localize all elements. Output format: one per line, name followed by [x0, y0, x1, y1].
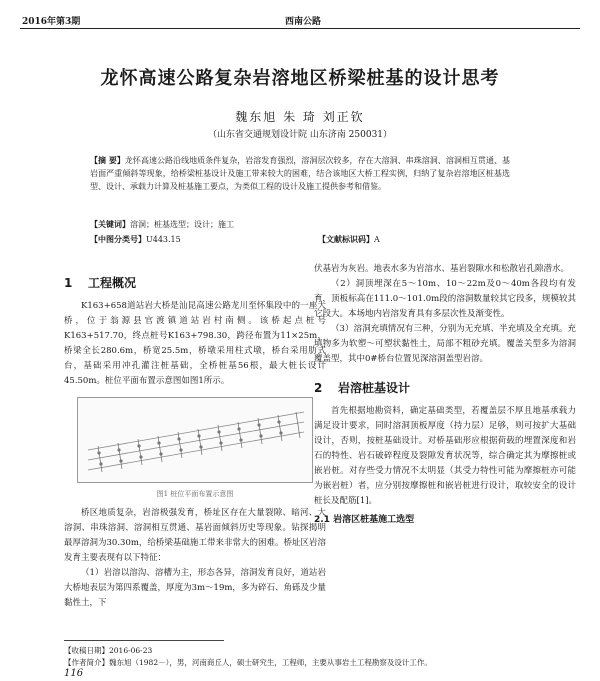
section-1-title: 工程概况 — [88, 276, 137, 290]
received-date: 【收稿日期】2016-06-23 — [64, 646, 153, 655]
left-column — [64, 262, 326, 611]
section-1-paragraph-3: （1）岩溶以溶沟、溶槽为主，形态各异，溶洞发育良好，道站岩大桥地表层为第四系覆盖，厚度为3m～19m，多为碎石、角砾及少量黏性土，下 — [64, 568, 326, 608]
section-1-heading — [64, 276, 326, 291]
section-2-paragraph-1: 首先根据地勘资料，确定基础类型，若覆盖层不厚且地基承载力满足设计要求，同时溶洞顶板厚度（持力层）足够，则可按扩大基础设计，否则，按桩基础设计。对桥基础形应根据荷载的埋置深度和岩石的特性、岩石破碎程度及裂隙发育状况等，综合确定其为摩擦桩或嵌岩桩。对存些受力情况不太明显（其受力特性可能为摩擦桩亦可能为嵌岩桩）者，应分别按摩擦桩和嵌岩桩进行设计，取较安全的设计桩长及配筋[1]。 — [314, 406, 576, 506]
right-paragraph-2: （2）洞顶埋深在5～10m、10～22m及0～40m各段均有发育，顶板标高在111.0～101.0m段的溶洞数量较其它段多，规模较其它段大。本场地内岩溶发育具有多层次性及渐变性。 — [314, 279, 576, 319]
subsection-2-1-heading: 2.1 岩溶区桩基施工选型 — [314, 515, 415, 525]
clc-number — [90, 234, 181, 245]
footnote-divider — [64, 640, 224, 641]
section-2-number: 2 — [314, 381, 323, 395]
right-column — [314, 262, 576, 528]
header-divider — [20, 28, 580, 29]
right-paragraph-1: 伏基岩为灰岩。地表水多为岩溶水、基岩裂隙水和松散岩孔隙潜水。 — [314, 264, 570, 274]
pile-layout-diagram — [78, 398, 313, 483]
page-number: 116 — [64, 668, 84, 679]
journal-name: 西南公路 — [285, 17, 322, 27]
figure-1-caption: 图1 桩位平面布置示意图 — [156, 490, 234, 498]
author-affiliation: （山东省交通规划设计院 山东济南 250031） — [207, 130, 393, 140]
abstract — [90, 154, 510, 193]
doc-code-value: A — [374, 235, 380, 244]
pile-layout-figure — [77, 397, 313, 483]
clc-label: 【中图分类号】 — [90, 234, 146, 244]
journal-issue: 2016年第3期 — [22, 17, 81, 27]
article-title: 龙怀高速公路复杂岩溶地区桥梁桩基的设计思考 — [100, 68, 500, 89]
right-paragraph-3: （3）溶洞充填情况有三种，分别为无充填、半充填及全充填。充填物多为软塑～可塑状黏性土，局部不粗砂充填。覆盖关型多为溶洞覆盖型，其中0#桥台位置见深溶洞盖型岩溶。 — [314, 324, 576, 364]
abstract-label: 【摘 要】 — [90, 155, 125, 165]
keywords-label: 【关键词】 — [90, 219, 130, 229]
abstract-text: 龙怀高速公路沿线地质条件复杂，岩溶发育强烈，溶洞层次较多，存在大溶洞、串珠溶洞、溶洞相互贯通、基岩面严重倾斜等现象，给桥梁桩基设计及施工带来较大的困难，结合该地区大桥工程实例，归纳了复杂岩溶地区桩基选型、设计、承载力计算及桩基施工要点，为类似工程的设计及施工提供参考和借鉴。 — [90, 156, 510, 191]
author-bio: 【作者简介】魏东旭（1982－），男，河南商丘人，硕士研究生，工程师，主要从事岩土工程勘察及设计工作。 — [64, 658, 432, 667]
section-1-number: 1 — [64, 276, 73, 290]
keywords — [90, 219, 510, 230]
section-2-heading — [314, 381, 576, 396]
clc-value: U443.15 — [146, 235, 181, 244]
section-2-title: 岩溶桩基设计 — [338, 381, 411, 395]
section-1-paragraph-2: 桥区地质复杂，岩溶极强发育，桥址区存在大量裂隙、暗河、大溶洞、串珠溶洞、溶洞相互贯通、基岩面倾斜历史等现象。钻探揭明最厚溶洞为30.30m，给桥梁基础施工带来非常大的困难。桥址区岩溶发育主要表现有以下特征： — [64, 508, 326, 563]
keywords-text: 溶洞；桩基选型；设计；施工 — [130, 220, 234, 229]
section-1-paragraph-1: K163+658道站岩大桥是汕昆高速公路龙川至怀集段中的一座大桥，位于翁源县官渡镇道站岩村南侧。该桥起点桩号K163+517.70，终点桩号K163+798.30，跨径布置为11×25m，桥梁全长280.6m，桥宽25.5m，桥墩采用柱式墩，桥台采用肋式台，基础采用冲孔灌注桩基础，全桥桩基56根，最大桩长设计45.50m。桩位平面布置示意图如图1所示。 — [64, 301, 326, 386]
document-code — [318, 234, 380, 245]
article-authors: 魏东旭 朱 琦 刘正钦 — [235, 110, 365, 124]
doc-code-label: 【文献标识码】 — [318, 234, 374, 244]
